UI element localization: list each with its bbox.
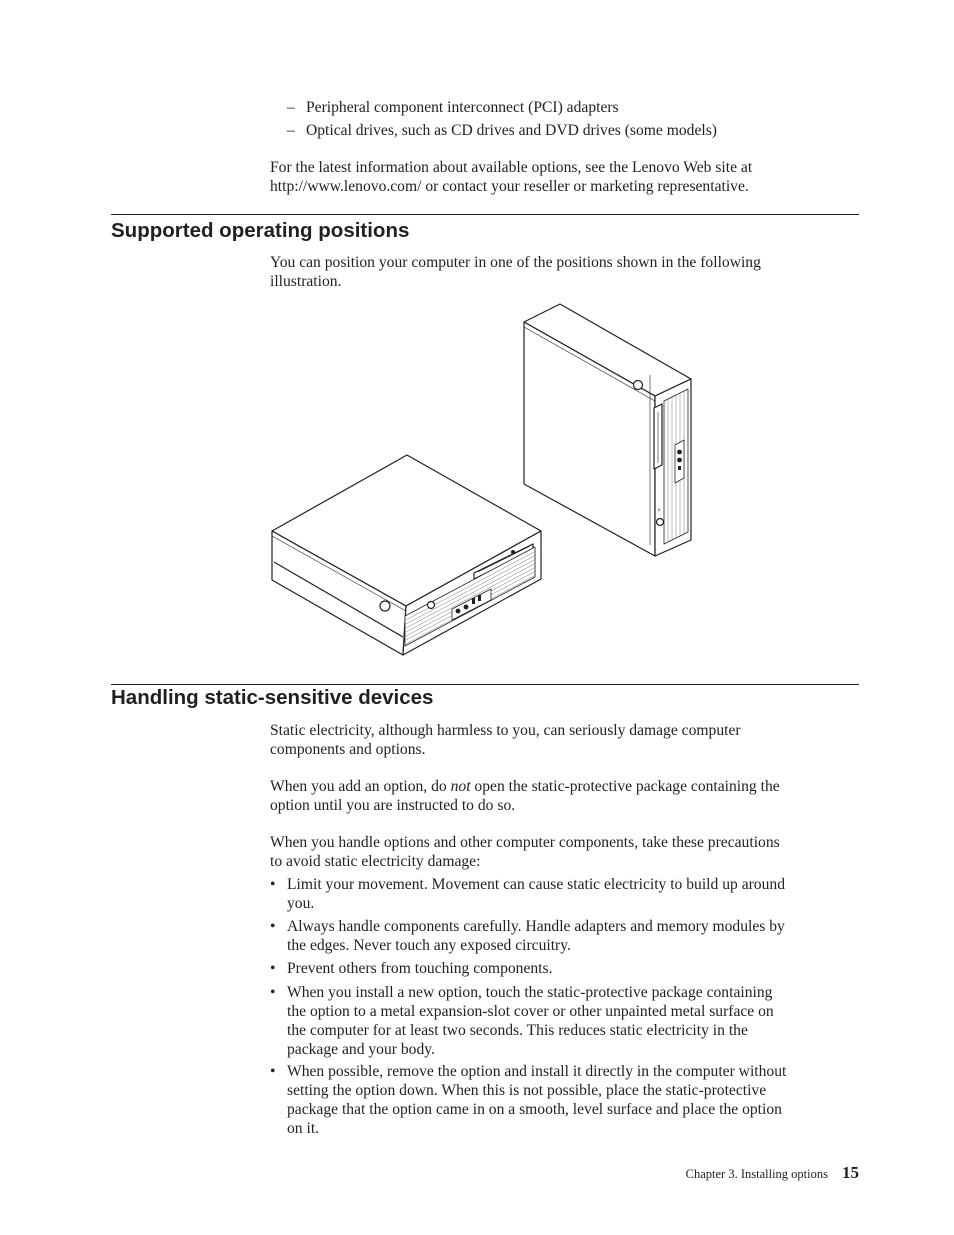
- page-footer: [600, 1163, 859, 1184]
- dash-marker: –: [287, 99, 295, 116]
- dash-marker: –: [287, 122, 295, 139]
- bullet-marker: •: [270, 984, 276, 1001]
- paragraph-line: illustration.: [270, 273, 342, 290]
- intro-line: http://www.lenovo.com/ or contact your reseller or marketing representative.: [270, 178, 749, 195]
- bullet-marker: •: [270, 960, 276, 977]
- text-run: open the static-protective package containing the: [470, 778, 780, 795]
- bullet-text: [287, 983, 862, 1059]
- section-paragraph: [270, 721, 862, 759]
- footer-chapter: Chapter 3. Installing options: [685, 1167, 828, 1181]
- bullet-line: you.: [287, 895, 315, 912]
- vertical-computer-drawing: [524, 304, 691, 556]
- section-divider: [111, 214, 859, 215]
- paragraph-line: Static electricity, although harmless to you, can seriously damage computer: [270, 722, 741, 739]
- bullet-marker: •: [270, 918, 276, 935]
- bullet-line: the computer for at least two seconds. This reduces static electricity in the: [287, 1022, 748, 1039]
- paragraph-line: option until you are instructed to do so.: [270, 797, 516, 814]
- bullet-marker: •: [270, 1063, 276, 1080]
- intro-line: For the latest information about available options, see the Lenovo Web site at: [270, 159, 753, 176]
- bullet-line: When possible, remove the option and install it directly in the computer without: [287, 1063, 787, 1080]
- bullet-line: Always handle components carefully. Handle adapters and memory modules by: [287, 918, 785, 935]
- section-heading: Handling static-sensitive devices: [111, 686, 434, 709]
- intro-paragraph: [270, 158, 862, 196]
- bullet-line: the option to a metal expansion-slot cover or other unpainted metal surface on: [287, 1003, 774, 1020]
- bullet-text: [287, 875, 862, 913]
- bullet-line: When you install a new option, touch the static-protective package containing: [287, 984, 773, 1001]
- bullet-line: package and your body.: [287, 1041, 435, 1058]
- bullet-line: setting the option down. When this is not possible, place the static-protective: [287, 1082, 767, 1099]
- text-run: When you add an option, do: [270, 778, 451, 795]
- section-paragraph: [270, 777, 862, 815]
- bullet-line: Limit your movement. Movement can cause static electricity to build up around: [287, 876, 785, 893]
- svg-text:⚡: ⚡: [657, 507, 662, 514]
- bullet-line: package that the option came in on a smooth, level surface and place the option: [287, 1101, 782, 1118]
- page-number: 15: [842, 1163, 859, 1182]
- bullet-text: [287, 917, 862, 955]
- emphasis-text: not: [450, 778, 471, 795]
- computer-positions-illustration: [265, 300, 705, 662]
- bullet-line: Prevent others from touching components.: [287, 960, 553, 977]
- section-divider: [111, 684, 859, 685]
- bullet-line: on it.: [287, 1120, 320, 1137]
- list-item-text: Optical drives, such as CD drives and DVD drives (some models): [306, 122, 717, 139]
- bullet-text: [287, 959, 862, 978]
- section-paragraph: [270, 833, 862, 871]
- paragraph-line: to avoid static electricity damage:: [270, 853, 481, 870]
- paragraph-line: You can position your computer in one of the positions shown in the following: [270, 254, 761, 271]
- list-item-text: Peripheral component interconnect (PCI) adapters: [306, 99, 619, 116]
- bullet-line: the edges. Never touch any exposed circuitry.: [287, 937, 571, 954]
- bullet-marker: •: [270, 876, 276, 893]
- bullet-text: [287, 1062, 862, 1138]
- section-heading: Supported operating positions: [111, 219, 410, 242]
- paragraph-line: components and options.: [270, 741, 426, 758]
- paragraph-line: [270, 777, 862, 796]
- horizontal-computer-drawing: [272, 455, 541, 655]
- section-paragraph: [270, 253, 862, 291]
- paragraph-line: When you handle options and other computer components, take these precautions: [270, 834, 780, 851]
